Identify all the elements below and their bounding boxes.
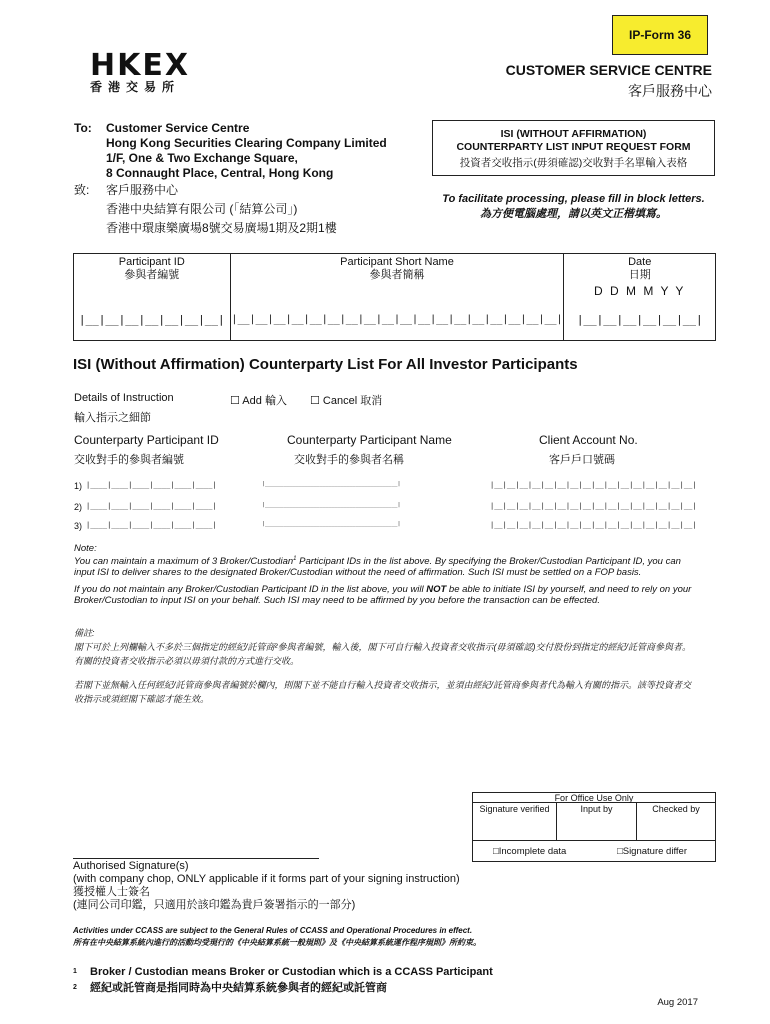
revision-date: Aug 2017 [657,997,698,1008]
address-line: Customer Service Centre [106,121,250,135]
counterparty-name-header: Counterparty Participant Name [287,433,452,447]
signature-differ-checkbox[interactable]: □Signature differ [617,845,687,857]
counterparty-name-field[interactable]: |____________________________________________| [262,502,401,508]
client-account-header: Client Account No. [539,433,638,447]
to-label-zh: 致: [74,183,90,197]
footnote-text: 經紀或託管商是指同時為中央結算系統參與者的經紀或託管商 [90,982,387,994]
block-letters-instruction [432,192,715,222]
form-title-line: ISI (WITHOUT AFFIRMATION) [500,128,647,140]
note-paragraph-zh: 閣下可於上列欄輸入不多於三個指定的經紀/託管商²參與者編號，輸入後，閣下可自行輸入投資者交收指示(毋須確認)交付股份到指定的經紀/託管商參與者。有關的投資者交收指示必須以毋須付款的方式進行交收。 [74,642,691,666]
list-item-number: 3) [74,521,83,531]
form-number-badge: IP-Form 36 [612,15,708,55]
participant-short-name-cell[interactable] [231,254,565,340]
date-format: D D M M Y Y [594,284,686,298]
counterparty-id-field[interactable]: |____|____|____|____|____|____| [86,521,217,529]
hkex-logo: HKEX [90,48,190,83]
participant-id-label: Participant ID [118,256,185,268]
section-title: ISI (Without Affirmation) Counterparty List For All Investor Participants [73,356,578,373]
counterparty-name-header-zh: 交收對手的參與者名稱 [294,454,404,466]
checked-by-label: Checked by [652,804,700,814]
rules-notice-zh: 所有在中央結算系統內進行的活動均受現行的《中央結算系統一般規則》及《中央結算系統運作程序規則》所約束。 [73,938,481,947]
participant-info-table [73,253,716,341]
footnote-text: Broker / Custodian means Broker or Custodian which is a CCASS Participant [90,966,493,978]
client-account-header-zh: 客戶戶口號碼 [549,454,615,466]
short-name-field[interactable]: |__|__|__|__|__|__|__|__|__|__|__|__|__|__|__|__|__|__| [231,314,563,325]
office-use-box [472,792,716,862]
counterparty-id-header-zh: 交收對手的參與者編號 [74,454,184,466]
form-title-line: COUNTERPARTY LIST INPUT REQUEST FORM [456,141,691,153]
add-checkbox[interactable]: ☐ Add 輸入 [230,395,287,407]
note-section-zh [74,626,699,706]
to-label: To: [74,121,92,135]
signature-label-zh: 獲授權人士簽名 [73,886,150,898]
instruction-zh: 為方便電腦處理，請以英文正楷填寫。 [480,208,667,220]
address-line: Hong Kong Securities Clearing Company Limited [106,136,387,150]
counterparty-name-field[interactable]: |____________________________________________| [262,521,401,527]
list-item-number: 2) [74,502,83,512]
note-section [74,543,699,606]
rules-notice-en: Activities under CCASS are subject to the General Rules of CCASS and Operational Procedures in effect. [73,926,473,935]
incomplete-data-checkbox[interactable]: □Incomplete data [493,845,567,857]
date-label-zh: 日期 [628,269,651,281]
note-title-zh: 備註: [74,628,95,638]
office-use-title: For Office Use Only [473,793,715,803]
date-field[interactable]: |__|__|__|__|__|__| [576,313,703,326]
form-title-box [432,120,715,176]
signature-line[interactable] [73,858,319,859]
client-account-field[interactable]: |__|__|__|__|__|__|__|__|__|__|__|__|__|__|__|__| [490,521,697,529]
instruction-label-zh: 輸入指示之細節 [74,412,151,424]
hkex-logo-chinese: 香港交易所 [90,80,181,94]
recipient-address [74,121,387,236]
address-line-zh: 香港中環康樂廣場8號交易廣場1期及2期1樓 [106,221,337,235]
counterparty-id-field[interactable]: |____|____|____|____|____|____| [86,502,217,510]
address-line: 1/F, One & Two Exchange Square, [106,151,298,165]
footnote-number: 2 [73,984,77,991]
short-name-label: Participant Short Name [340,256,454,268]
input-by-label: Input by [557,803,637,840]
footnote-number: 1 [73,968,77,975]
participant-id-label-zh: 參與者編號 [124,269,180,281]
note-paragraph: If you do not maintain any Broker/Custodian Participant ID in the list above, you will NOT be able to initiate ISI by yourself, and need to rely on your Broker/Custodian to input ISI on your behalf. Such ISI may need to be affirmed by you before the transaction can be effected. [74,584,692,607]
address-line-zh: 客戶服務中心 [106,183,179,197]
instruction-en: To facilitate processing, please fill in block letters. [442,193,705,205]
signature-note: (with company chop, ONLY applicable if it forms part of your signing instruction) [73,873,460,885]
counterparty-id-field[interactable]: |____|____|____|____|____|____| [86,481,217,489]
short-name-label-zh: 參與者簡稱 [369,269,425,281]
footnotes [73,964,493,996]
signature-label: Authorised Signature(s) [73,860,189,872]
note-title: Note: [74,543,97,554]
participant-id-cell[interactable] [74,254,231,340]
counterparty-id-header: Counterparty Participant ID [74,433,219,447]
participant-id-field[interactable]: |__|__|__|__|__|__|__| [78,313,225,326]
counterparty-name-field[interactable]: |____________________________________________| [262,481,401,487]
client-account-field[interactable]: |__|__|__|__|__|__|__|__|__|__|__|__|__|__|__|__| [490,481,697,489]
signature-note-zh: (連同公司印鑑，只適用於該印鑑為貴戶簽署指示的一部分) [73,899,356,911]
cancel-checkbox[interactable]: ☐ Cancel 取消 [310,395,383,407]
address-line: 8 Connaught Place, Central, Hong Kong [106,166,334,180]
list-item-number: 1) [74,481,83,491]
date-cell[interactable] [564,254,715,340]
client-account-field[interactable]: |__|__|__|__|__|__|__|__|__|__|__|__|__|__|__|__| [490,502,697,510]
rules-notice [73,925,481,949]
address-line-zh: 香港中央結算有限公司 (「結算公司」) [106,202,298,216]
form-title-line-zh: 投資者交收指示(毋須確認)交收對手名單輸入表格 [459,157,688,169]
note-paragraph: You can maintain a maximum of 3 Broker/Custodian$^1$ Participant IDs in the list above. By specifying the Broker/Custodian Participant ID, you can input ISI to deliver shares to the designated Broker/Custodian without the need of affirmation. Such ISI must be settled on a FOP basis. [74,556,681,579]
note-paragraph-zh: 若閣下並無輸入任何經紀/託管商參與者編號於欄內，則閣下並不能自行輸入投資者交收指示，並須由經紀/託管商參與者代為輸入有關的指示。該等投資者交收指示或須經閣下確認才能生效。 [74,680,692,704]
signature-verified-label: Signature verified [473,803,557,840]
date-label: Date [628,256,652,268]
signature-block [73,860,460,912]
instruction-label: Details of Instruction [74,392,174,404]
department-title: CUSTOMER SERVICE CENTRE [505,62,712,78]
department-title-zh: 客戶服務中心 [628,83,712,99]
